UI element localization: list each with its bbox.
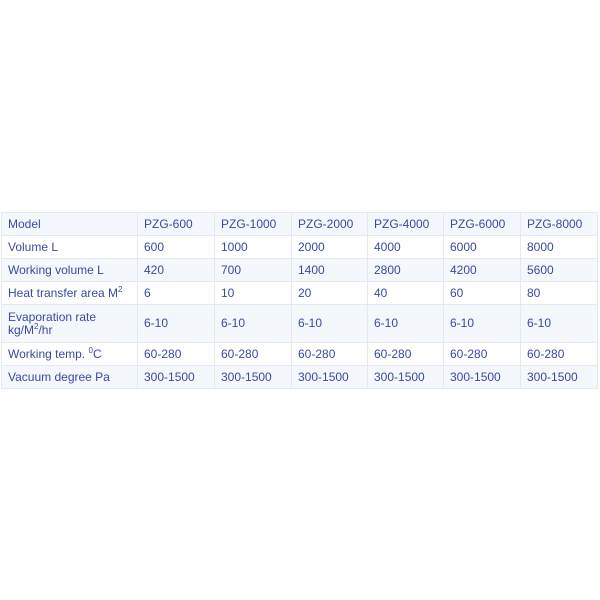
value-cell: 20 bbox=[292, 282, 368, 305]
value-cell: 6000 bbox=[444, 236, 521, 259]
model-cell: PZG-2000 bbox=[292, 213, 368, 236]
value-cell: 300-1500 bbox=[444, 366, 521, 389]
row-label: Working temp. $^0$C bbox=[2, 343, 138, 366]
value-cell: 60-280 bbox=[444, 343, 521, 366]
value-cell: 4200 bbox=[444, 259, 521, 282]
row-label: Volume L bbox=[2, 236, 138, 259]
value-cell: 600 bbox=[138, 236, 215, 259]
value-cell: 5600 bbox=[521, 259, 598, 282]
value-cell: 60-280 bbox=[521, 343, 598, 366]
header-row bbox=[2, 213, 598, 236]
table-row bbox=[2, 282, 598, 305]
value-cell: 60-280 bbox=[368, 343, 444, 366]
value-cell: 60-280 bbox=[215, 343, 292, 366]
value-cell: 300-1500 bbox=[215, 366, 292, 389]
model-cell: PZG-1000 bbox=[215, 213, 292, 236]
row-label: Evaporation rate $kg/M^2/hr$ bbox=[2, 305, 138, 343]
header-label-cell: Model bbox=[2, 213, 138, 236]
model-cell: PZG-600 bbox=[138, 213, 215, 236]
value-cell: 6-10 bbox=[138, 305, 215, 343]
spec-table bbox=[1, 212, 598, 389]
table-row bbox=[2, 236, 598, 259]
model-cell: PZG-4000 bbox=[368, 213, 444, 236]
value-cell: 6 bbox=[138, 282, 215, 305]
value-cell: 300-1500 bbox=[521, 366, 598, 389]
table-row bbox=[2, 305, 598, 343]
row-label: Working volume L bbox=[2, 259, 138, 282]
value-cell: 420 bbox=[138, 259, 215, 282]
model-cell: PZG-8000 bbox=[521, 213, 598, 236]
table-row bbox=[2, 343, 598, 366]
table-row bbox=[2, 259, 598, 282]
value-cell: 300-1500 bbox=[292, 366, 368, 389]
value-cell: 60-280 bbox=[292, 343, 368, 366]
value-cell: 700 bbox=[215, 259, 292, 282]
row-label: Heat transfer area $M^2$ bbox=[2, 282, 138, 305]
value-cell: 6-10 bbox=[444, 305, 521, 343]
value-cell: 60 bbox=[444, 282, 521, 305]
model-cell: PZG-6000 bbox=[444, 213, 521, 236]
value-cell: 300-1500 bbox=[368, 366, 444, 389]
value-cell: 40 bbox=[368, 282, 444, 305]
value-cell: 2800 bbox=[368, 259, 444, 282]
value-cell: 1000 bbox=[215, 236, 292, 259]
value-cell: 8000 bbox=[521, 236, 598, 259]
value-cell: 6-10 bbox=[521, 305, 598, 343]
value-cell: 80 bbox=[521, 282, 598, 305]
value-cell: 300-1500 bbox=[138, 366, 215, 389]
value-cell: 6-10 bbox=[292, 305, 368, 343]
value-cell: 6-10 bbox=[215, 305, 292, 343]
value-cell: 4000 bbox=[368, 236, 444, 259]
value-cell: 10 bbox=[215, 282, 292, 305]
row-label: Vacuum degree Pa bbox=[2, 366, 138, 389]
value-cell: 6-10 bbox=[368, 305, 444, 343]
value-cell: 2000 bbox=[292, 236, 368, 259]
table-row bbox=[2, 366, 598, 389]
value-cell: 1400 bbox=[292, 259, 368, 282]
value-cell: 60-280 bbox=[138, 343, 215, 366]
